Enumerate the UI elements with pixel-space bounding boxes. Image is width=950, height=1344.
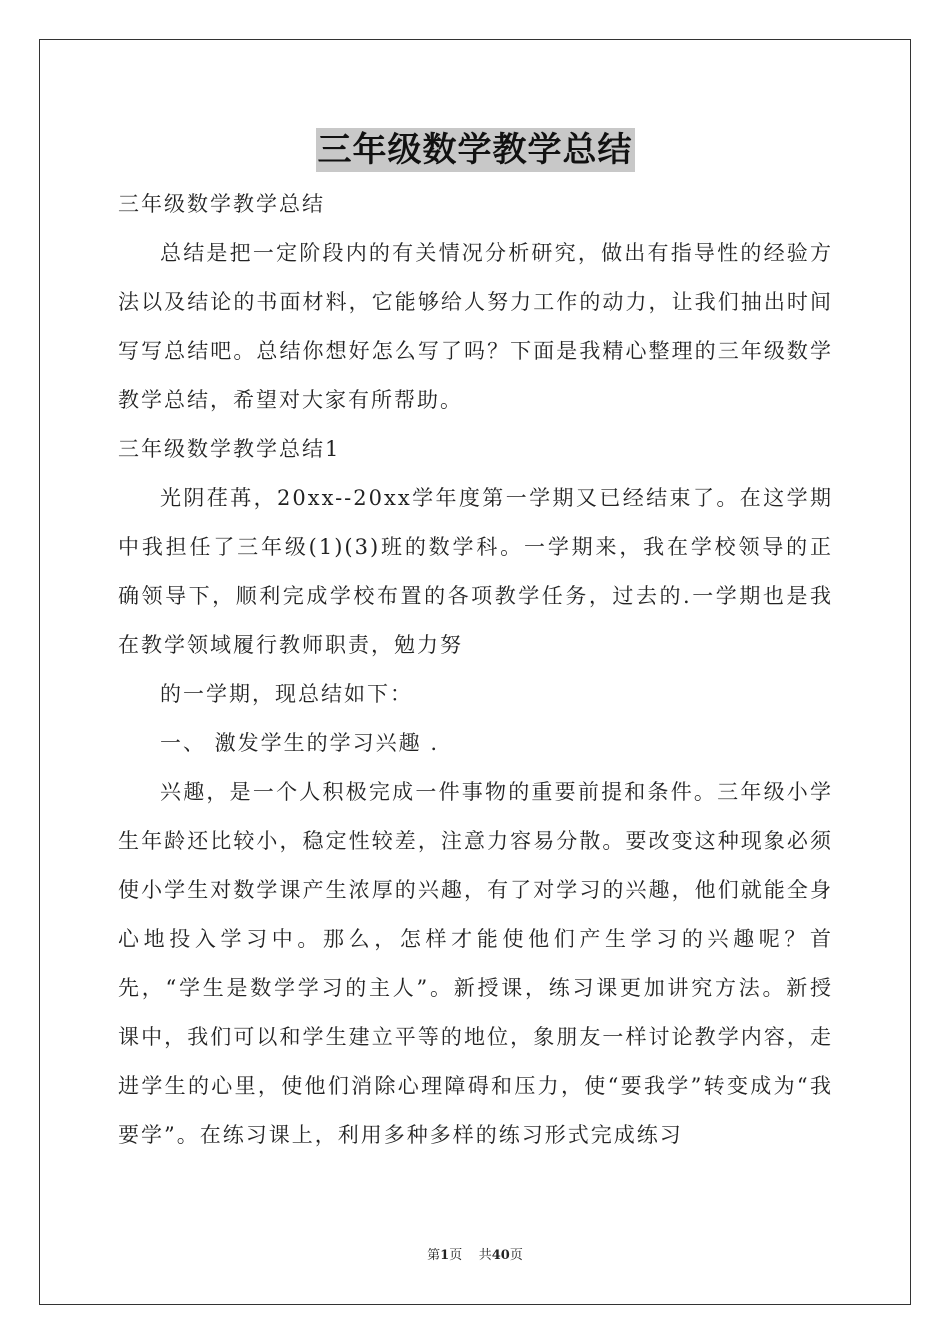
paragraph: 光阴荏苒，20xx--20xx学年度第一学期又已经结束了。在这学期中我担任了三年级(1)(3)班的数学科。一学期来，我在学校领导的正确领导下，顺利完成学校布置的各项教学任务，过去的.一学期也是我在教学领域履行教师职责，勉力努 — [118, 486, 833, 657]
total-pages-indicator: 共40页 — [478, 1248, 523, 1263]
paragraph: 总结是把一定阶段内的有关情况分析研究，做出有指导性的经验方法以及结论的书面材料，它能够给人努力工作的动力，让我们抽出时间写写总结吧。总结你想好怎么写了吗？下面是我精心整理的三年级数学教学总结，希望对大家有所帮助。 — [118, 241, 833, 412]
paragraph: 一、 激发学生的学习兴趣 . — [160, 731, 440, 755]
document-title: 三年级数学教学总结 — [317, 130, 633, 170]
paragraph: 的一学期，现总结如下： — [160, 682, 413, 706]
paragraph: 兴趣，是一个人积极完成一件事物的重要前提和条件。三年级小学生年龄还比较小，稳定性较差，注意力容易分散。要改变这种现象必须使小学生对数学课产生浓厚的兴趣，有了对学习的兴趣，他们就能全身心地投入学习中。那么，怎样才能使他们产生学习的兴趣呢？首先，“学生是数学学习的主人”。新授课，练习课更加讲究方法。新授课中，我们可以和学生建立平等的地位，象朋友一样讨论教学内容，走进学生的心里，使他们消除心理障碍和压力，使“要我学”转变成为“我要学”。在练习课上，利用多种多样的练习形式完成练习 — [118, 780, 833, 1147]
page-footer — [0, 1244, 950, 1263]
page-indicator: 第1页 — [427, 1248, 463, 1263]
title-container — [0, 128, 950, 172]
paragraph: 三年级数学教学总结 — [118, 192, 325, 216]
paragraph: 三年级数学教学总结1 — [118, 437, 341, 461]
document-body — [118, 180, 833, 1160]
